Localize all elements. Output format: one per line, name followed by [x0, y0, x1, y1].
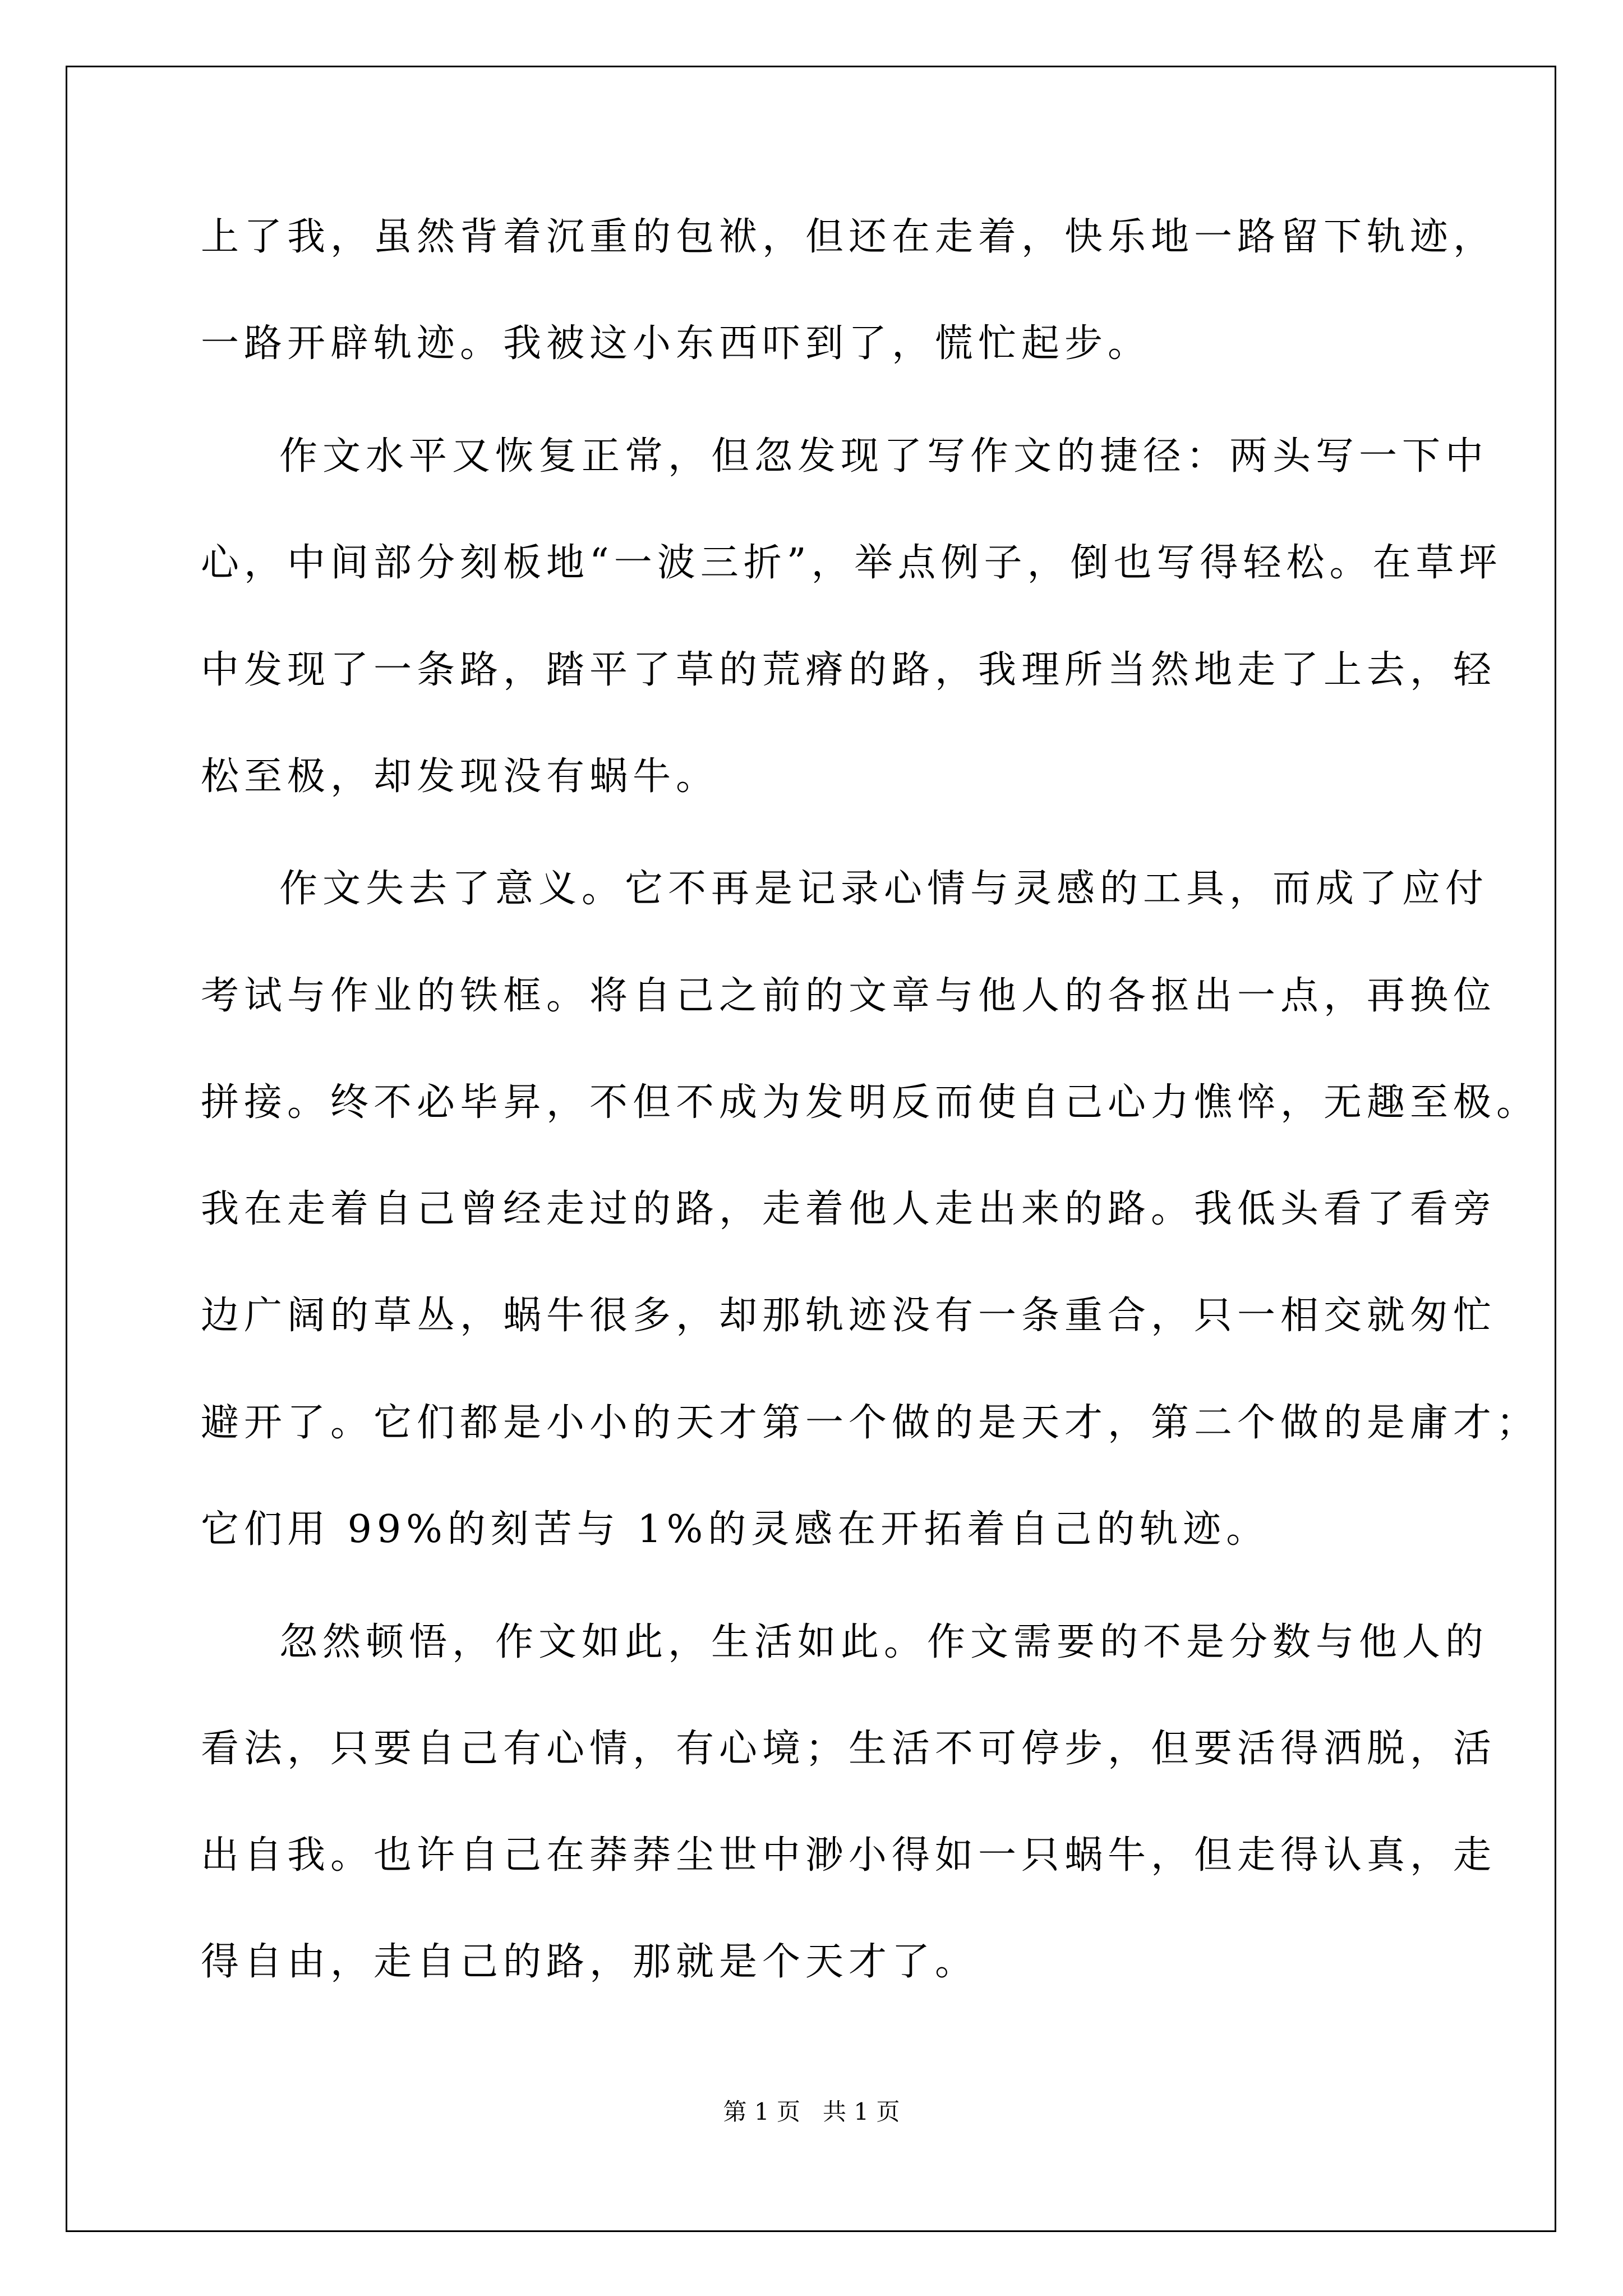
text-line: 心，中间部分刻板地“一波三折”，举点例子，倒也写得轻松。在草坪	[201, 541, 1502, 585]
text-line: 拼接。终不必毕昇，不但不成为发明反而使自己心力憔悴，无趣至极。	[201, 1080, 1540, 1125]
page-border	[66, 66, 1556, 2232]
text-line: 出自我。也许自己在莽莽尘世中渺小得如一只蜗牛，但走得认真，走	[201, 1833, 1497, 1878]
text-line: 避开了。它们都是小小的天才第一个做的是天才，第二个做的是庸才；	[201, 1401, 1540, 1445]
text-line: 中发现了一条路，踏平了草的荒瘠的路，我理所当然地走了上去，轻	[201, 648, 1497, 692]
text-line: 上了我，虽然背着沉重的包袱，但还在走着，快乐地一路留下轨迹，	[201, 215, 1497, 259]
text-line: 松至极，却发现没有蜗牛。	[201, 754, 720, 799]
text-line: 一路开辟轨迹。我被这小东西吓到了，慌忙起步。	[201, 321, 1151, 366]
text-line: 看法，只要自己有心情，有心境；生活不可停步，但要活得洒脱，活	[201, 1727, 1497, 1771]
text-line: 考试与作业的铁框。将自己之前的文章与他人的各抠出一点，再换位	[201, 974, 1497, 1018]
paragraph-first-line: 忽然顿悟，作文如此，生活如此。作文需要的不是分数与他人的	[279, 1620, 1489, 1664]
paragraph-first-line: 作文水平又恢复正常，但忽发现了写作文的捷径：两头写一下中	[279, 434, 1489, 478]
text-line: 我在走着自己曾经走过的路，走着他人走出来的路。我低头看了看旁	[201, 1187, 1497, 1231]
text-line: 得自由，走自己的路，那就是个天才了。	[201, 1940, 979, 1984]
text-line: 它们用 99%的刻苦与 1%的灵感在开拓着自己的轨迹。	[201, 1507, 1270, 1552]
paragraph-first-line: 作文失去了意义。它不再是记录心情与灵感的工具，而成了应付	[279, 867, 1489, 911]
text-line: 边广阔的草丛，蜗牛很多，却那轨迹没有一条重合，只一相交就匆忙	[201, 1294, 1497, 1338]
page-footer: 第 1 页 共 1 页	[723, 2098, 900, 2125]
